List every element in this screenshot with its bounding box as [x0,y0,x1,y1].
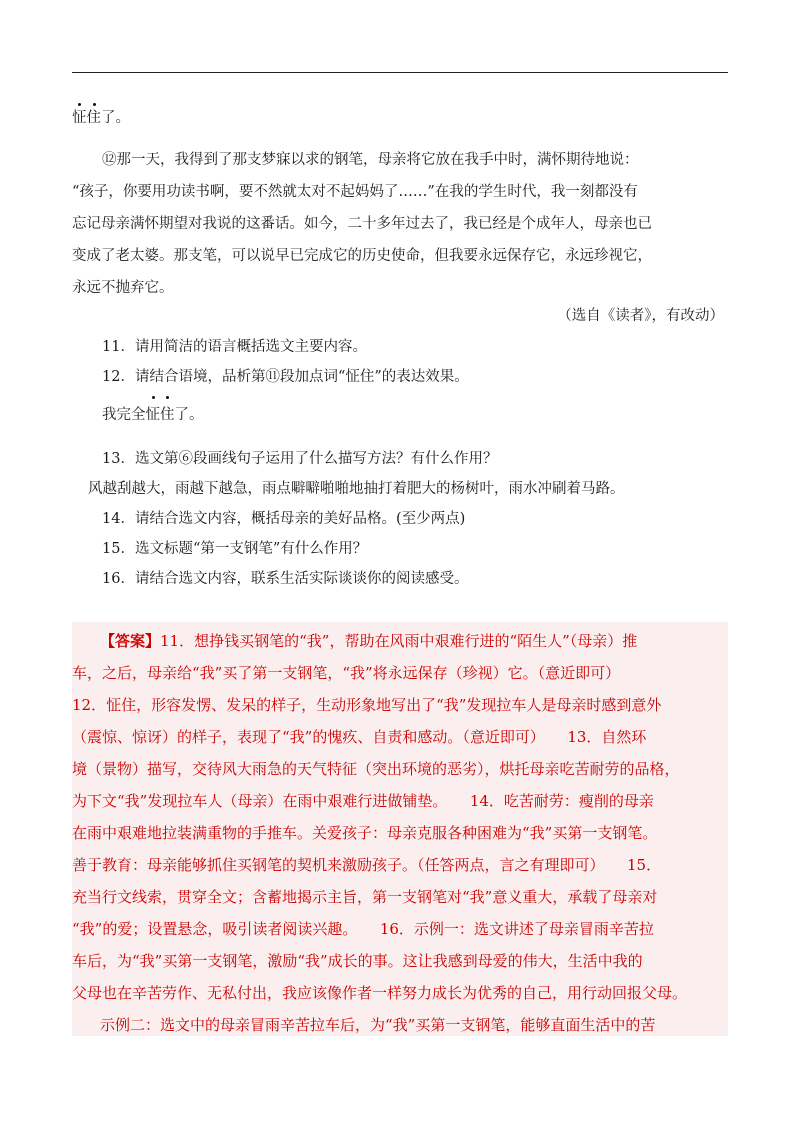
answer-tag: 【答案】 [100,632,161,650]
answer-line: 父母也在辛苦劳作、无私付出，我应该像作者一样努力成长为优秀的自己，用行动回报父母。 [72,984,688,1002]
answer-line: 充当行文线索，贯穿全文；含蓄地揭示主旨，第一支钢笔对“我”意义重大，承载了母亲对 [72,888,658,906]
paragraph-line: ⑫那一天，我得到了那支梦寐以求的钢笔，母亲将它放在我手中时，满怀期待地说： [102,152,639,168]
question-12: 12．请结合语境，品析第⑪段加点词“怔住”的表达效果。 [102,369,469,385]
emphasis-dot [166,396,169,399]
header-rule [72,72,728,73]
answer-line: 境（景物）描写，交待风大雨急的天气特征（突出环境的恶劣），烘托母亲吃苦耐劳的品格， [72,760,680,778]
answer-box [72,622,728,1036]
answer-line: 在雨中艰难地拉装满重物的手推车。关爱孩子：母亲克服各种困难为“我”买第一支钢笔。 [72,824,658,842]
paragraph-line: 忘记母亲满怀期望对我说的这番话。如今，二十多年过去了，我已经是个成年人，母亲也已 [72,216,652,232]
answer-line: 车后，为“我”买第一支钢笔，激励“我”成长的事。这让我感到母爱的伟大，生活中我的 [72,952,643,970]
question-14: 14．请结合选文内容，概括母亲的美好品格。(至少两点) [102,511,466,527]
question-15: 15．选文标题“第一支钢笔”有什么作用？ [102,541,368,557]
question-13: 13．选文第⑥段画线句子运用了什么描写方法？有什么作用？ [102,451,498,467]
paragraph-line: 变成了老太婆。那支笔，可以说早已完成它的历史使命，但我要永远保存它，永远珍视它， [72,248,652,264]
answer-text: 11．想挣钱买钢笔的“我”，帮助在风雨中艰难行进的“陌生人”（母亲）推 [160,632,638,650]
paragraph-line: 永远不抛弃它。 [72,280,174,296]
emphasis-dot [152,396,155,399]
emphasis-dot [93,103,96,106]
paragraph-line: “孩子，你要用功读书啊，要不然就太对不起妈妈了……”在我的学生时代，我一刻都没有 [72,184,638,200]
answer-line [100,630,637,652]
emphasis-dot [78,103,81,106]
source-note: （选自《读者》，有改动） [557,308,724,324]
answer-line: 12．怔住，形容发愣、发呆的样子，生动形象地写出了“我”发现拉车人是母亲时感到意外 [72,696,662,714]
answer-line: 为下文“我”发现拉车人（母亲）在雨中艰难行进做铺垫。 14．吃苦耐劳：瘦削的母亲 [72,792,654,810]
question-12-quote: 我完全怔住了。 [102,407,204,423]
answer-line: 车，之后，母亲给“我”买了第一支钢笔，“我”将永远保存（珍视）它。（意近即可） [72,664,621,682]
question-16: 16．请结合选文内容，联系生活实际谈谈你的阅读感受。 [102,571,469,587]
answer-line: （震惊、惊讶）的样子，表现了“我”的愧疚、自责和感动。（意近即可） 13．自然环 [72,728,647,746]
continuation-line: 怔住了。 [72,110,130,126]
answer-line: “我”的爱；设置悬念，吸引读者阅读兴趣。 16．示例一：选文讲述了母亲冒雨辛苦拉 [72,920,654,938]
answer-line: 善于教育：母亲能够抓住买钢笔的契机来激励孩子。（任答两点，言之有理即可） 15． [72,856,662,874]
question-11: 11．请用简洁的语言概括选文主要内容。 [102,339,367,355]
question-13-quote: 风越刮越大，雨越下越急，雨点噼噼啪啪地抽打着肥大的杨树叶，雨水冲刷着马路。 [88,481,625,497]
answer-line: 示例二：选文中的母亲冒雨辛苦拉车后，为“我”买第一支钢笔，能够直面生活中的苦 [100,1016,656,1034]
